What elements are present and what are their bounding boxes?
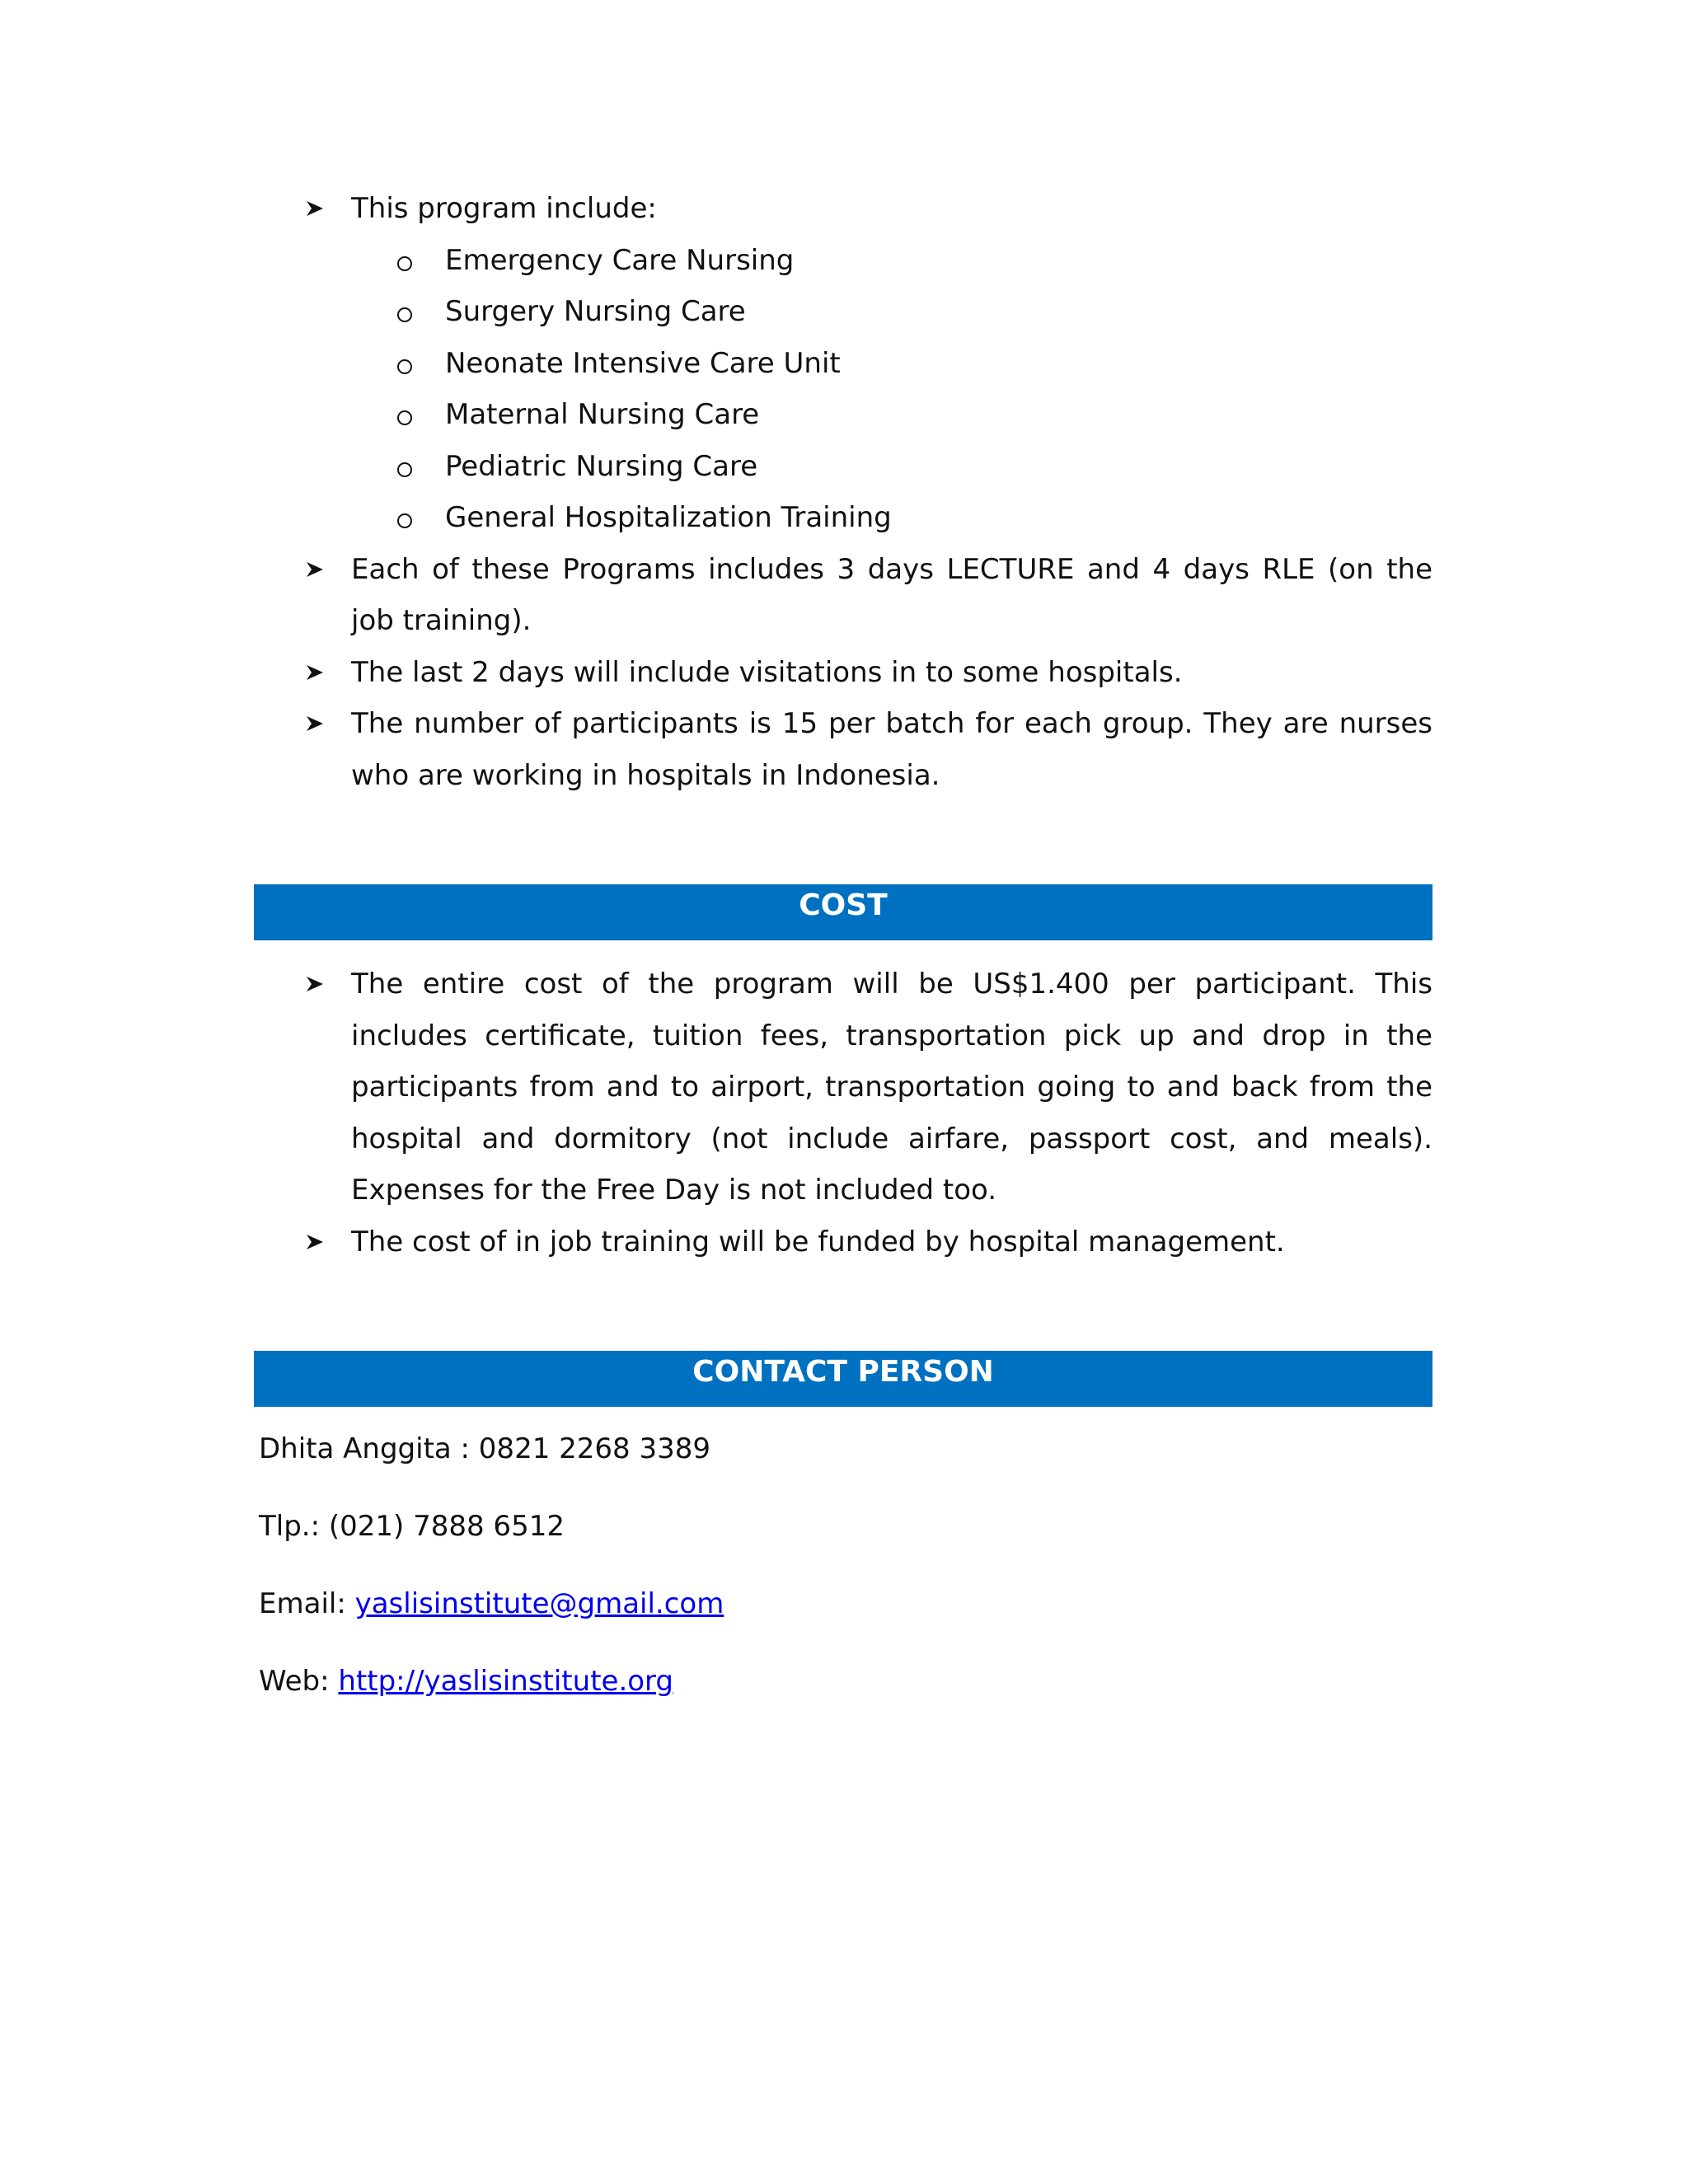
circle-bullet-icon	[397, 441, 412, 493]
program-sub-list	[254, 235, 1432, 544]
web-label: Web:	[259, 1665, 339, 1698]
email-link[interactable]: yaslisinstitute@gmail.com	[354, 1587, 724, 1620]
arrow-bullet-icon	[305, 183, 330, 235]
arrow-bullet-icon	[305, 1216, 330, 1268]
contact-heading-bar	[254, 1351, 1432, 1407]
cost-list	[254, 958, 1432, 1268]
program-note-item	[254, 698, 1432, 801]
cost-item	[254, 1216, 1432, 1268]
program-note-item	[254, 544, 1432, 647]
circle-bullet-icon	[397, 235, 412, 287]
contact-phone-line	[254, 1506, 1432, 1547]
circle-bullet-icon	[397, 389, 412, 441]
cost-item-text: The cost of in job training will be funded by hospital management.	[351, 1225, 1285, 1258]
program-sub-item-text: Surgery Nursing Care	[445, 295, 746, 328]
program-sub-item-text: Maternal Nursing Care	[445, 398, 760, 431]
program-sub-item-text: Neonate Intensive Care Unit	[445, 346, 841, 380]
program-note-text: Each of these Programs includes 3 days LECTURE and 4 days RLE (on the job training).	[351, 552, 1432, 637]
contact-email-line	[254, 1583, 1432, 1624]
circle-bullet-icon	[397, 286, 412, 338]
contact-phone: Tlp.: (021) 7888 6512	[259, 1510, 565, 1543]
program-note-text: The number of participants is 15 per batch for each group. They are nurses who are working in hospitals in Indonesia.	[351, 707, 1432, 792]
web-link[interactable]: http://yaslisinstitute.org	[338, 1665, 674, 1698]
program-sub-item	[254, 286, 1432, 338]
program-sub-item-text: Pediatric Nursing Care	[445, 449, 758, 483]
contact-person-line	[254, 1428, 1432, 1469]
cost-item	[254, 958, 1432, 1216]
circle-bullet-icon	[397, 338, 412, 390]
contact-heading: CONTACT PERSON	[692, 1355, 994, 1389]
arrow-bullet-icon	[305, 698, 330, 750]
program-intro-item	[254, 183, 1432, 544]
program-sub-item	[254, 441, 1432, 493]
contact-person: Dhita Anggita : 0821 2268 3389	[259, 1432, 711, 1465]
program-sub-item	[254, 492, 1432, 544]
cost-item-text: The entire cost of the program will be US$1.400 per participant. This includes certificate, tuition fees, transportation pick up and drop in the participants from and to airport, transportation going to and back from the hospital and dormitory (not include airfare, passport cost, and meals). Expenses for the Free Day is not included too.	[351, 968, 1432, 1207]
cost-heading-bar	[254, 884, 1432, 940]
program-sub-item	[254, 389, 1432, 441]
contact-block	[254, 1428, 1432, 1702]
arrow-bullet-icon	[305, 544, 330, 596]
program-sub-item	[254, 235, 1432, 287]
email-label: Email:	[259, 1587, 355, 1620]
cost-heading: COST	[799, 888, 888, 922]
program-sub-item	[254, 338, 1432, 390]
program-sub-item-text: Emergency Care Nursing	[445, 243, 795, 277]
program-sub-item-text: General Hospitalization Training	[445, 501, 892, 534]
arrow-bullet-icon	[305, 958, 330, 1010]
arrow-bullet-icon	[305, 647, 330, 699]
program-note-item	[254, 647, 1432, 699]
program-list	[254, 183, 1432, 801]
program-intro-text: This program include:	[351, 192, 657, 225]
document-page	[254, 183, 1432, 1702]
circle-bullet-icon	[397, 492, 412, 544]
program-note-text: The last 2 days will include visitations in to some hospitals.	[351, 655, 1183, 689]
contact-web-line	[254, 1661, 1432, 1702]
